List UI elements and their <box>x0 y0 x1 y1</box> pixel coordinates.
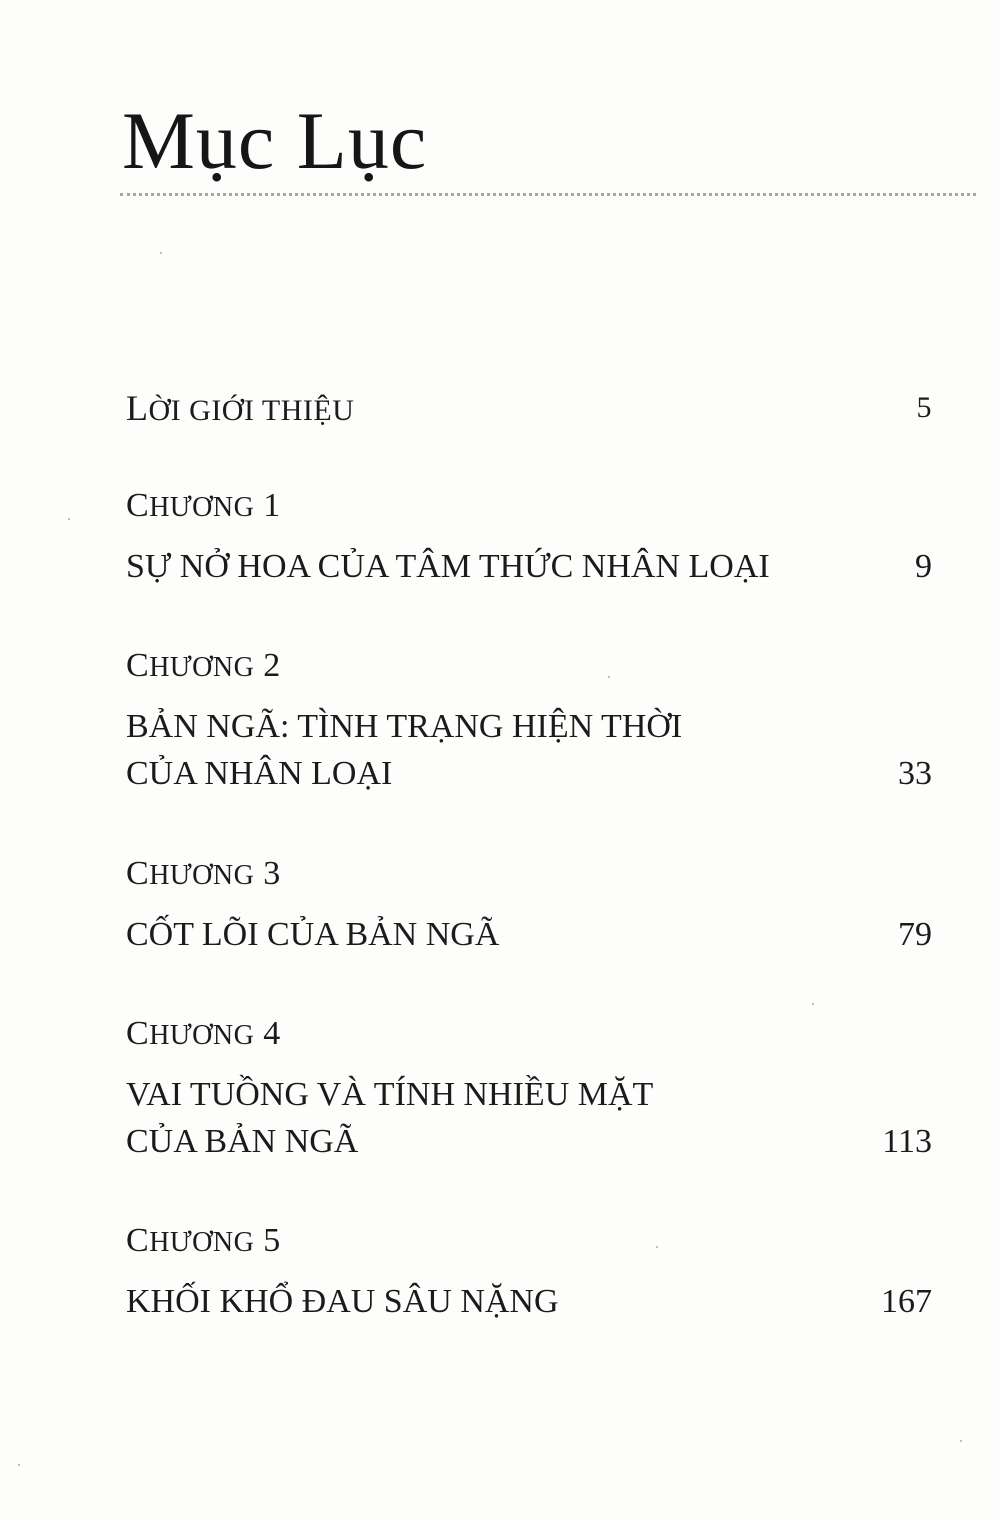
chapter-word: HƯƠNG <box>149 860 255 891</box>
scan-speck <box>608 676 610 678</box>
toc-entry-title: CỐT LÕI CỦA BẢN NGÃ <box>126 916 500 953</box>
scan-speck <box>812 1003 814 1005</box>
chapter-number: 3 <box>263 855 281 892</box>
toc-page-number: 9 <box>915 548 932 585</box>
chapter-number: 2 <box>263 647 281 684</box>
toc-page-number: 33 <box>898 755 932 792</box>
scan-speck <box>68 518 70 520</box>
chapter-word: HƯƠNG <box>149 1020 255 1051</box>
toc-entry-title: CỦA NHÂN LOẠI <box>126 755 393 792</box>
scan-speck <box>656 1246 658 1248</box>
chapter-initial: C <box>126 487 150 524</box>
toc-entry-title: SỰ NỞ HOA CỦA TÂM THỨC NHÂN LOẠI <box>126 548 770 585</box>
toc-page-number: 5 <box>916 391 932 424</box>
chapter-initial: C <box>126 1222 150 1259</box>
scan-speck <box>160 252 162 254</box>
chapter-number: 4 <box>263 1015 281 1052</box>
chapter-word: HƯƠNG <box>149 652 255 683</box>
chapter-initial: C <box>126 1015 150 1052</box>
scan-speck <box>960 1440 962 1442</box>
toc-page-number: 79 <box>898 916 932 953</box>
page-title: Mục Lục <box>122 95 428 186</box>
chapter-word: HƯƠNG <box>149 1227 255 1258</box>
toc-entry-title: VAI TUỒNG VÀ TÍNH NHIỀU MẶT <box>126 1076 654 1113</box>
toc-entry-initial: L <box>126 388 149 428</box>
toc-entry-title: KHỐI KHỔ ĐAU SÂU NẶNG <box>126 1283 559 1320</box>
toc-entry-title: BẢN NGÃ: TÌNH TRẠNG HIỆN THỜI <box>126 708 683 745</box>
toc-entry-title <box>126 388 354 431</box>
toc-entry-title: CỦA BẢN NGÃ <box>126 1123 359 1160</box>
chapter-initial: C <box>126 855 150 892</box>
toc-page-number: 167 <box>881 1283 932 1320</box>
chapter-initial: C <box>126 647 150 684</box>
scan-speck <box>18 1464 20 1466</box>
chapter-number: 1 <box>263 487 281 524</box>
chapter-word: HƯƠNG <box>149 492 255 523</box>
toc-page-number: 113 <box>882 1123 932 1160</box>
chapter-number: 5 <box>263 1222 281 1259</box>
toc-entry-rest: ỜI GIỚI THIỆU <box>148 394 355 427</box>
